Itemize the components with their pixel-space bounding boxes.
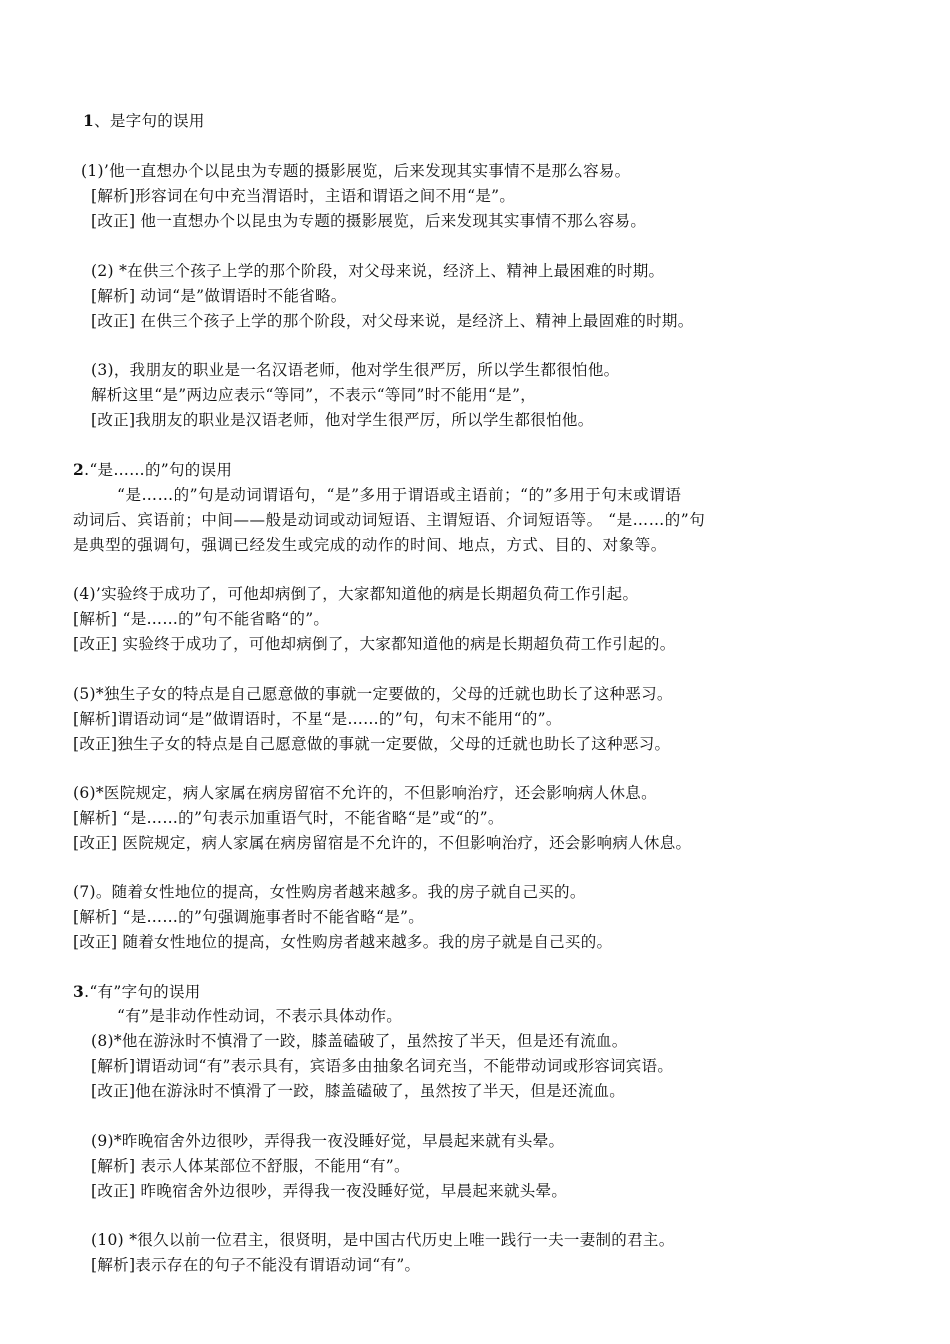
correction-line: [改正] 随着女性地位的提高，女性购房者越来越多。我的房子就是自己买的。 xyxy=(73,933,613,951)
section-number: 1 xyxy=(83,111,95,130)
analysis-line: [解析]谓语动词“有”表示具有，宾语多由抽象名词充当，不能带动词或形容词宾语。 xyxy=(91,1057,674,1075)
correction-line: [改正]独生子女的特点是自己愿意做的事就一定要做，父母的迁就也助长了这种恶习。 xyxy=(73,735,671,753)
intro-paragraph-line: “有”是非动作性动词，不表示具体动作。 xyxy=(117,1007,403,1025)
analysis-line: [解析] “是……的”句表示加重语气时，不能省略“是”或“的”。 xyxy=(73,809,504,827)
example-sentence: (8)*他在游泳时不慎滑了一跤，膝盖磕破了，虽然按了半天，但是还有流血。 xyxy=(91,1032,628,1050)
analysis-line: [解析]形容词在句中充当渭语时，主语和谓语之间不用“是”。 xyxy=(91,187,516,205)
correction-line: [改正] 昨晚宿舍外边很吵，弄得我一夜没睡好觉，早晨起来就头晕。 xyxy=(91,1182,568,1200)
example-sentence: (3)，我朋友的职业是一名汉语老师，他对学生很严厉，所以学生都很怕他。 xyxy=(91,361,620,379)
analysis-line: [解析]谓语动词“是”做谓语时，不星“是……的”句，句末不能用“的”。 xyxy=(73,710,562,728)
correction-line: [改正] 医院规定，病人家属在病房留宿是不允许的，不但影响治疗，还会影响病人休息。 xyxy=(73,834,692,852)
section-number: 2 xyxy=(73,460,85,479)
example-sentence: (9)*昨晚宿舍外边很吵，弄得我一夜没睡好觉，早晨起来就有头晕。 xyxy=(91,1132,565,1150)
example-sentence: (1)’他一直想办个以昆虫为专题的摄影展览，后来发现其实事情不是那么容易。 xyxy=(81,162,631,180)
section-title: .“是……的”句的误用 xyxy=(84,461,233,479)
analysis-line: 解析这里“是”两边应表示“等同”，不表示“等同”时不能用“是”， xyxy=(91,386,536,404)
section-2-heading xyxy=(73,460,232,480)
correction-line: [改正] 在供三个孩子上学的那个阶段，对父母来说，是经济上、精神上最固难的时期。 xyxy=(91,312,694,330)
correction-line: [改正]他在游泳时不慎滑了一跤，膝盖磕破了，虽然按了半天，但是还流血。 xyxy=(91,1082,626,1100)
section-title: .“有”字句的误用 xyxy=(84,983,201,1001)
example-sentence: (6)*医院规定，病人家属在病房留宿不允许的，不但影响治疗，还会影响病人休息。 xyxy=(73,784,657,802)
example-sentence: (4)’实验终于成功了，可他却病倒了，大家都知道他的病是长期超负荷工作引起。 xyxy=(73,585,639,603)
intro-paragraph-line: “是……的”句是动词谓语句，“是”多用于谓语或主语前；“的”多用于句末或谓语 xyxy=(117,486,682,504)
analysis-line: [解析] 动词“是”做谓语时不能省略。 xyxy=(91,287,347,305)
correction-line: [改正] 他一直想办个以昆虫为专题的摄影展览，后来发现其实事情不那么容易。 xyxy=(91,212,647,230)
section-1-heading xyxy=(83,111,205,131)
intro-paragraph-line: 是典型的强调句，强调已经发生或完成的动作的时间、地点，方式、目的、对象等。 xyxy=(73,536,667,554)
analysis-line: [解析]表示存在的句子不能没有谓语动词“有”。 xyxy=(91,1256,421,1274)
correction-line: [改正]我朋友的职业是汉语老师，他对学生很严厉，所以学生都很怕他。 xyxy=(91,411,594,429)
analysis-line: [解析] “是……的”句强调施事者时不能省略“是”。 xyxy=(73,908,425,926)
example-sentence: (10) *很久以前一位君主，很贤明，是中国古代历史上唯一践行一夫一妻制的君主。 xyxy=(91,1231,675,1249)
intro-paragraph-line: 动词后、宾语前；中间——般是动词或动词短语、主谓短语、介词短语等。 “是……的”句 xyxy=(73,511,706,529)
example-sentence: (7)。随着女性地位的提高，女性购房者越来越多。我的房子就自己买的。 xyxy=(73,883,586,901)
section-title: 、是字句的误用 xyxy=(94,112,205,130)
correction-line: [改正] 实验终于成功了，可他却病倒了，大家都知道他的病是长期超负荷工作引起的。 xyxy=(73,635,676,653)
analysis-line: [解析] “是……的”句不能省略“的”。 xyxy=(73,610,330,628)
section-number: 3 xyxy=(73,982,85,1001)
analysis-line: [解析] 表示人体某部位不舒服，不能用“有”。 xyxy=(91,1157,410,1175)
example-sentence: (5)*独生子女的特点是自己愿意做的事就一定要做的，父母的迁就也助长了这种恶习。 xyxy=(73,685,673,703)
section-3-heading xyxy=(73,982,201,1002)
example-sentence: (2) *在供三个孩子上学的那个阶段，对父母来说，经济上、精神上最困难的时期。 xyxy=(91,262,665,280)
